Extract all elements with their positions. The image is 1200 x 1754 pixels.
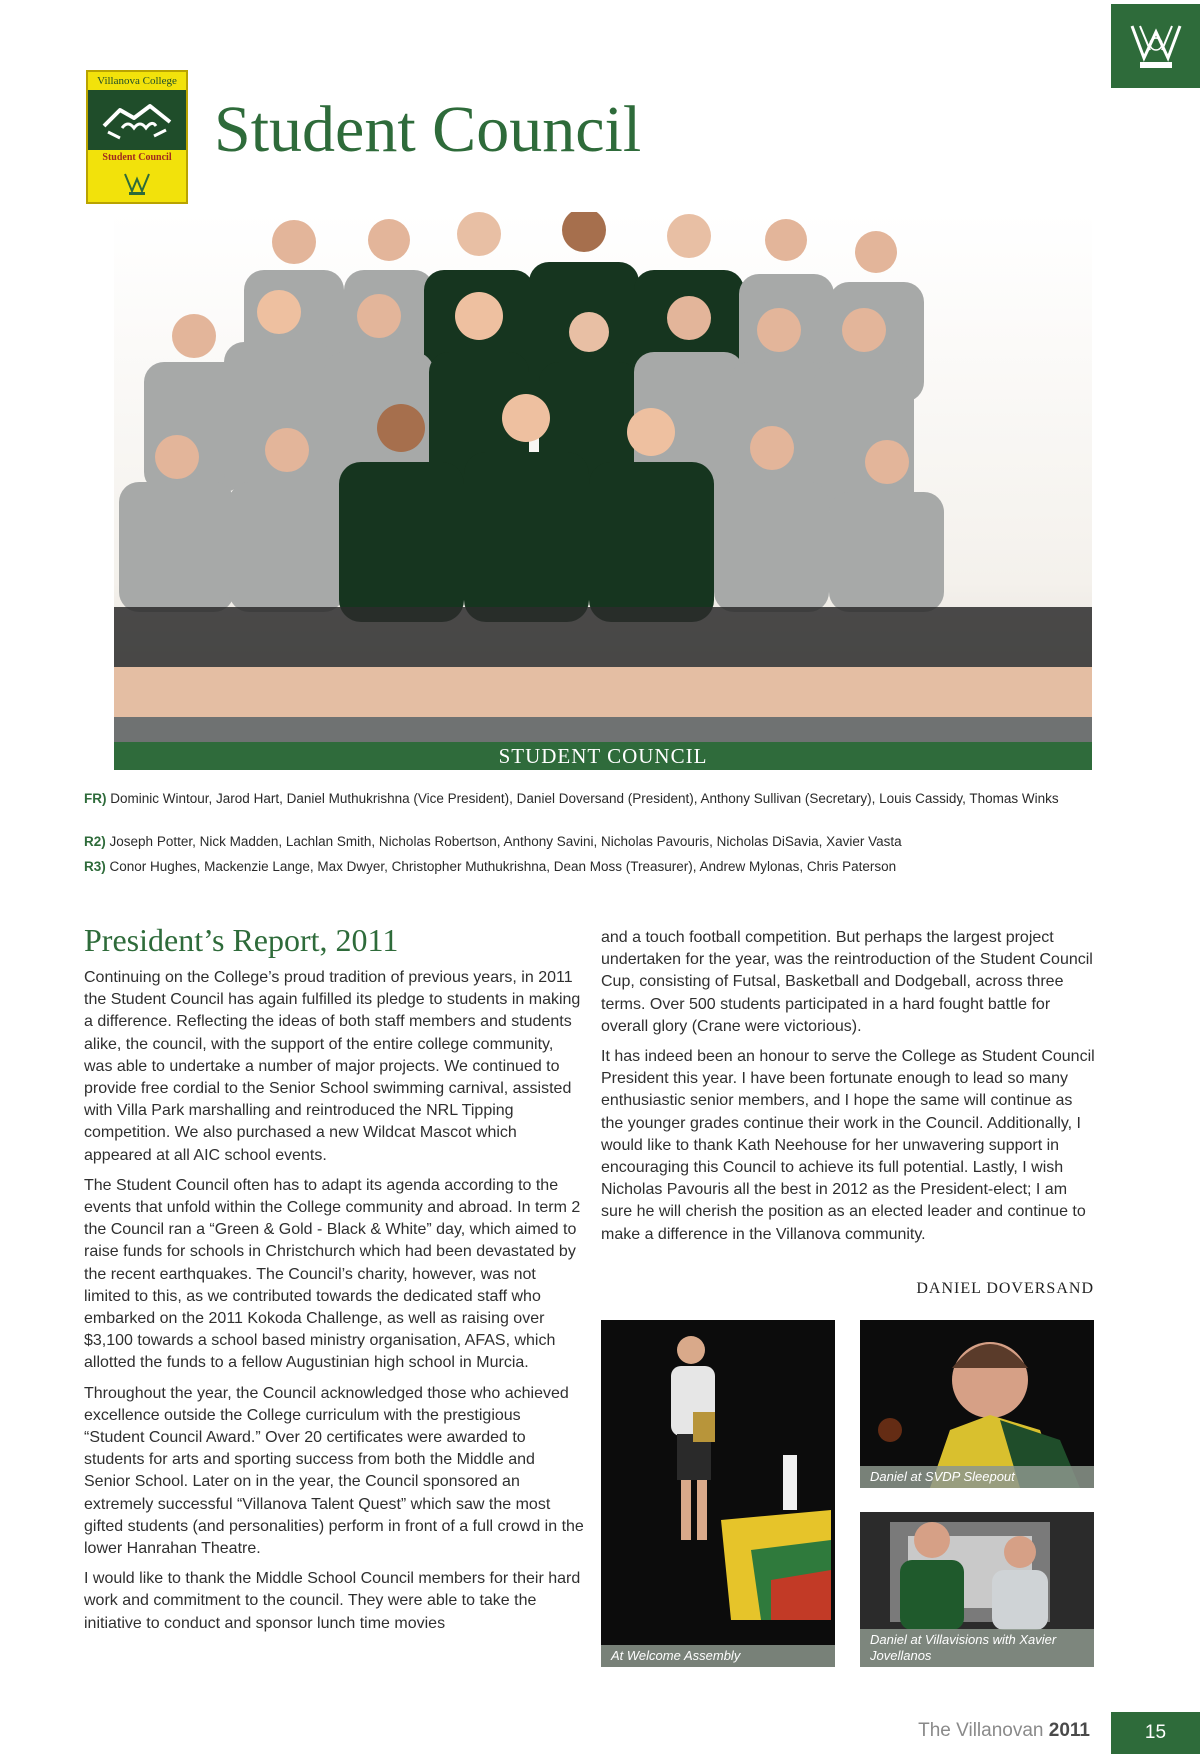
badge-label: Student Council (88, 150, 186, 166)
report-paragraph: The Student Council often has to adapt its agenda according to the events that unfold within the College community and abroad. In term 2 the Council ran a “Green & Gold - Black & White” day, which aimed to raise funds for schools in Christchurch which had been devastated by the recent earthquakes. The Council’s charity, however, was not limited to this, as we contributed towards the dedicated staff who embarked on the 2011 Kokoda Challenge, as well as raising over $3,100 towards a school based ministry organisation, AFAS, which allotted the funds to a fellow Augustinian high school in Murcia. (84, 1176, 581, 1372)
badge-college-name: Villanova College (88, 72, 186, 90)
caption-front-row (84, 790, 1094, 808)
crest-mini-icon (123, 171, 151, 197)
page-title: Student Council (214, 93, 642, 166)
report-title: President’s Report, 2011 (84, 922, 399, 958)
photo-caption: Daniel at SVDP Sleepout (860, 1466, 1094, 1488)
signature: DANIEL DOVERSAND (916, 1280, 1094, 1297)
caption-row-label: R3) (84, 859, 106, 874)
svdp-sleepout-image (860, 1320, 1094, 1488)
caption-row-3 (84, 858, 1094, 876)
report-paragraph: I would like to thank the Middle School Council members for their hard work and commitment to the council. They were able to take the initiative to conduct and sponsor lunch time movies (84, 1570, 581, 1632)
college-crest-logo (1111, 4, 1200, 88)
welcome-assembly-image (601, 1320, 835, 1667)
photo-banner: STUDENT COUNCIL (114, 742, 1092, 770)
caption-row-2 (84, 833, 1094, 851)
report-paragraph: Throughout the year, the Council acknowledged those who achieved excellence outside the College curriculum with the prestigious “Student Council Award.” Over 20 certificates were awarded to students for arts and sporting success from both the Middle and Senior School. Later on in the year, the Council sponsored an extremely successful “Villanova Talent Quest” which saw the most gifted students (and personalities) perform in front of a full crowd in the lower Hanrahan Theatre. (84, 1384, 584, 1558)
report-column-right (601, 927, 1095, 1254)
caption-names: Conor Hughes, Mackenzie Lange, Max Dwyer, Christopher Muthukrishna, Dean Moss (Treasurer), Andrew Mylonas, Chris Paterson (109, 859, 897, 874)
group-photo (114, 212, 1092, 742)
caption-row-label: R2) (84, 834, 106, 849)
crest-icon (1126, 18, 1186, 74)
publication-year: 2011 (1048, 1720, 1090, 1741)
page-number: 15 (1111, 1712, 1200, 1754)
report-paragraph: It has indeed been an honour to serve the College as Student Council President this year. I have been fortunate enough to lead so many enthusiastic senior members, and I hope the same will continue as the younger grades continue their work in the Council. Additionally, I would like to thank Kath Neehouse for her unwavering support in encouraging this Council to achieve its full potential. Lastly, I wish Nicholas Pavouris all the best in 2012 as the President-elect; I am sure he will cherish the position as an elected leader and continue to make a difference in the Villanova community. (601, 1048, 1095, 1243)
photo-villavisions (860, 1512, 1094, 1667)
caption-row-label: FR) (84, 791, 107, 806)
group-photo-illustration (114, 212, 1092, 742)
student-council-badge (86, 70, 188, 204)
handshake-icon (100, 96, 174, 144)
report-column-left (84, 967, 584, 1643)
report-paragraph: Continuing on the College’s proud tradition of previous years, in 2011 the Student Council has again fulfilled its pledge to students in making a difference. Reflecting the ideas of both staff members and students alike, the council, with the support of the entire college community, was able to undertake a number of major projects. We continued to provide free cordial to the Senior School swimming carnival, assisted with Villa Park marshalling and reintroduced the NRL Tipping competition. We also purchased a new Wildcat Mascot which appeared at all AIC school events. (84, 969, 581, 1164)
photo-welcome-assembly (601, 1320, 835, 1667)
photo-caption: Daniel at Villavisions with Xavier Jovellanos (860, 1629, 1094, 1667)
report-paragraph: and a touch football competition. But perhaps the largest project undertaken for the year, was the reintroduction of the Student Council Cup, consisting of Futsal, Basketball and Dodgeball, across three terms. Over 500 students participated in a hard fought battle for overall glory (Crane were victorious). (601, 929, 1093, 1035)
caption-names: Dominic Wintour, Jarod Hart, Daniel Muthukrishna (Vice President), Daniel Doversand (President), Anthony Sullivan (Secretary), Louis Cassidy, Thomas Winks (110, 791, 1059, 806)
publication-name: The Villanovan (918, 1720, 1044, 1741)
photo-svdp-sleepout (860, 1320, 1094, 1488)
footer-publication (820, 1720, 1090, 1742)
photo-caption: At Welcome Assembly (601, 1645, 835, 1667)
caption-names: Joseph Potter, Nick Madden, Lachlan Smith, Nicholas Robertson, Anthony Savini, Nicholas Pavouris, Nicholas DiSavia, Xavier Vasta (109, 834, 902, 849)
